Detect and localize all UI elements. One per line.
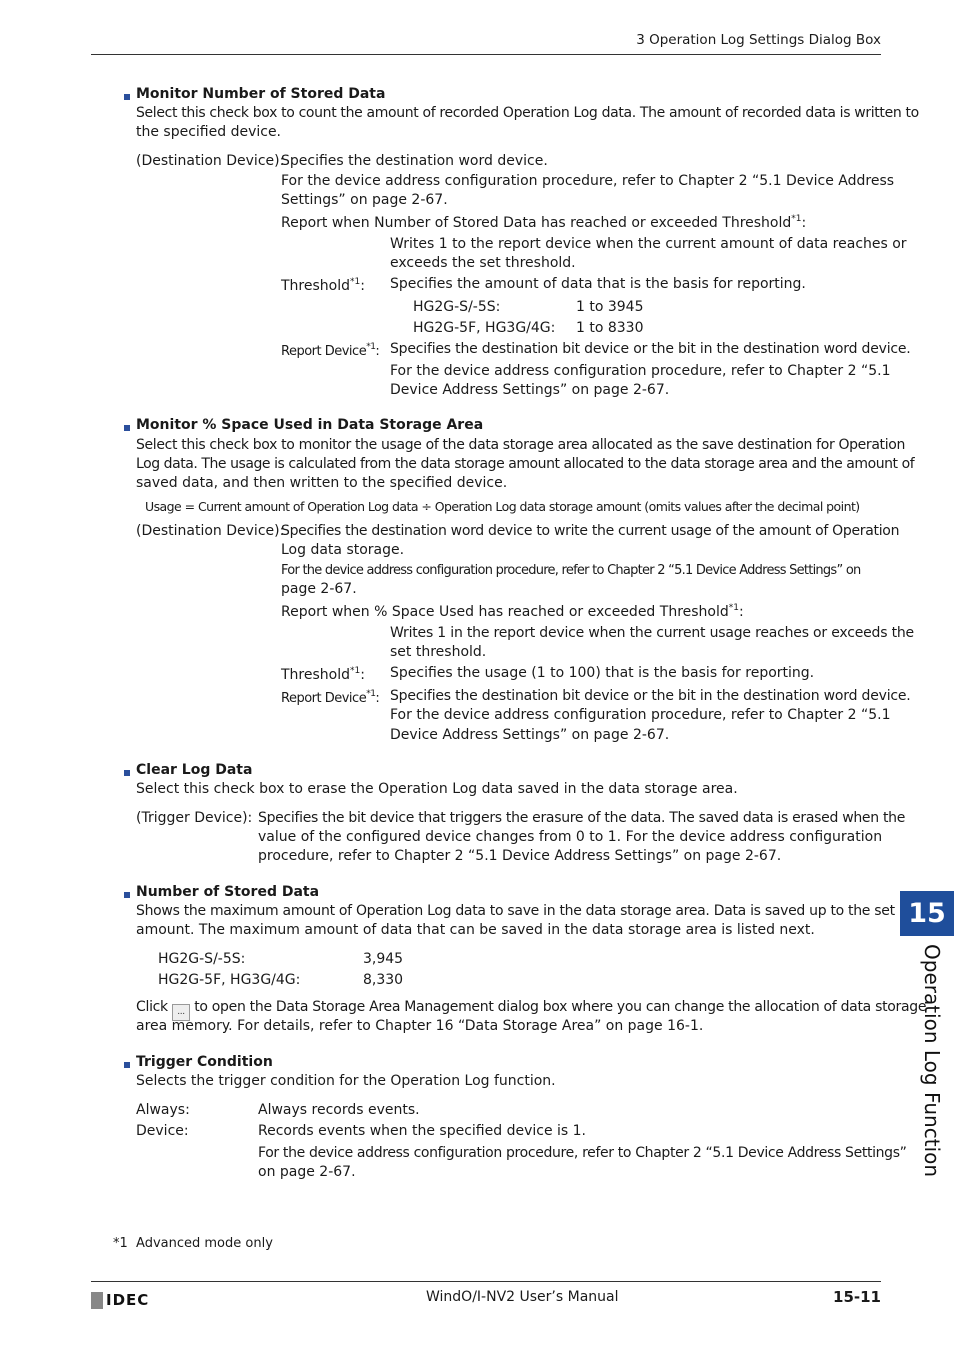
section-bullet [124, 770, 130, 776]
paragraph: Select this check box to erase the Operation Log data saved in the data storage area. [136, 781, 738, 797]
section-title-trigger: Trigger Condition [136, 1054, 273, 1070]
footer-rule [91, 1281, 881, 1282]
param-desc: Specifies the destination bit device or the bit in the destination word device. [390, 341, 911, 357]
param-desc: Specifies the amount of data that is the basis for reporting. [390, 276, 806, 292]
param-desc: set threshold. [390, 644, 487, 660]
param-desc: Specifies the destination word device to write the current usage of the amount of Operation [281, 523, 900, 539]
param-desc: For the device address configuration procedure, refer to Chapter 2 “5.1 [390, 707, 891, 723]
param-desc: For the device address configuration procedure, refer to Chapter 2 “5.1 [390, 363, 891, 379]
sub-label-text: Threshold [281, 667, 350, 683]
model-value: 8,330 [363, 972, 404, 988]
sub-label-text: Report Device [281, 344, 367, 359]
param-desc: Specifies the usage (1 to 100) that is the basis for reporting. [390, 665, 815, 681]
paragraph: Shows the maximum amount of Operation Log data to save in the data storage area. Data is saved up to the set [136, 903, 895, 919]
section-bullet [124, 1062, 130, 1068]
sub-label-report-when: Report when % Space Used has reached or exceeded Threshold$^{*1}$: [281, 603, 744, 620]
param-label: Always: [136, 1102, 190, 1118]
param-desc: value of the configured device changes from 0 to 1. For the device address configuration [258, 829, 883, 845]
param-desc: Device Address Settings” on page 2-67. [390, 382, 670, 398]
param-desc: exceeds the set threshold. [390, 255, 576, 271]
model-range: 1 to 3945 [576, 299, 644, 315]
paragraph: amount. The maximum amount of data that can be saved in the data storage area is listed next. [136, 922, 815, 938]
param-desc: Writes 1 to the report device when the current amount of data reaches or [390, 236, 907, 252]
model-name: HG2G-5F, HG3G/4G: [158, 972, 301, 988]
click-text: Click [136, 999, 168, 1015]
section-title-stored-data: Number of Stored Data [136, 884, 320, 900]
paragraph: area memory. For details, refer to Chapter 16 “Data Storage Area” on page 16-1. [136, 1018, 704, 1034]
param-label: (Destination Device): [136, 153, 285, 169]
sub-label-text: Report when Number of Stored Data has reached or exceeded Threshold [281, 215, 792, 231]
footnote [113, 1234, 273, 1253]
footnote-ref: *1 [366, 342, 376, 352]
param-desc: For the device address configuration procedure, refer to Chapter 2 “5.1 Device Address Settings” on [281, 563, 861, 578]
section-title-monitor-space: Monitor % Space Used in Data Storage Area [136, 417, 484, 433]
section-bullet [124, 892, 130, 898]
param-desc: Device Address Settings” on page 2-67. [390, 727, 670, 743]
model-name: HG2G-S/-5S: [413, 299, 501, 315]
model-range: 1 to 8330 [576, 320, 644, 336]
section-title-clear-log: Clear Log Data [136, 762, 253, 778]
idec-logo [91, 1291, 149, 1309]
sub-label-report-device: Report Device$^{*1}$: [281, 689, 380, 706]
section-bullet [124, 425, 130, 431]
footnote-ref: *1 [791, 214, 802, 224]
paragraph: Log data. The usage is calculated from the data storage amount allocated to the data storage area and the amount of [136, 456, 915, 472]
param-label: (Trigger Device): [136, 810, 253, 826]
usage-formula: Usage = Current amount of Operation Log data ÷ Operation Log data storage amount (omits values after the decimal point) [145, 499, 860, 514]
sub-label-text: Report when % Space Used has reached or exceeded Threshold [281, 604, 729, 620]
model-name: HG2G-S/-5S: [158, 951, 246, 967]
param-desc: Settings” on page 2-67. [281, 192, 448, 208]
click-text: to open the Data Storage Area Management dialog box where you can change the allocation of data storage [194, 999, 927, 1015]
logo-mark-icon [91, 1292, 103, 1309]
param-desc: Records events when the specified device is 1. [258, 1123, 586, 1139]
param-desc: on page 2-67. [258, 1164, 356, 1180]
param-desc: Log data storage. [281, 542, 405, 558]
param-desc: page 2-67. [281, 581, 357, 597]
section-bullet [124, 94, 130, 100]
param-desc: Writes 1 in the report device when the current usage reaches or exceeds the [390, 625, 914, 641]
footnote-ref: *1 [366, 689, 376, 699]
paragraph: saved data, and then written to the specified device. [136, 475, 508, 491]
footnote-text: Advanced mode only [136, 1236, 273, 1251]
param-desc: Specifies the destination word device. [281, 153, 548, 169]
logo-text: IDEC [106, 1291, 150, 1309]
header-rule [91, 54, 881, 55]
sub-label-threshold: Threshold$^{*1}$: [281, 666, 365, 683]
param-desc: For the device address configuration procedure, refer to Chapter 2 “5.1 Device Address Settings” [258, 1145, 907, 1161]
paragraph: Select this check box to count the amount of recorded Operation Log data. The amount of recorded data is written to [136, 105, 919, 121]
section-title-monitor-number: Monitor Number of Stored Data [136, 86, 386, 102]
param-label: (Destination Device): [136, 523, 285, 539]
running-header: 3 Operation Log Settings Dialog Box [636, 32, 881, 48]
ellipsis-button-icon: ... [172, 1004, 190, 1021]
param-desc: Specifies the bit device that triggers the erasure of the data. The saved data is erased when the [258, 810, 906, 826]
param-desc: For the device address configuration procedure, refer to Chapter 2 “5.1 Device Address [281, 173, 895, 189]
footnote-ref: *1 [350, 277, 361, 287]
model-value: 3,945 [363, 951, 404, 967]
manual-title: WindO/I-NV2 User’s Manual [426, 1289, 619, 1305]
sub-label-text: Report Device [281, 691, 367, 706]
param-desc: procedure, refer to Chapter 2 “5.1 Device Address Settings” on page 2-67. [258, 848, 782, 864]
sub-label-report-device: Report Device$^{*1}$: [281, 342, 380, 359]
footnote-mark: *1 [113, 1236, 128, 1251]
paragraph: the specified device. [136, 124, 282, 140]
paragraph: Select this check box to monitor the usage of the data storage area allocated as the save destination for Operation [136, 437, 905, 453]
param-desc: Specifies the destination bit device or the bit in the destination word device. [390, 688, 911, 704]
chapter-number-tab: 15 [900, 891, 954, 936]
sub-label-threshold: Threshold$^{*1}$: [281, 277, 365, 294]
page-number: 15-11 [833, 1288, 881, 1306]
footnote-ref: *1 [350, 666, 361, 676]
footnote-ref: *1 [728, 603, 740, 613]
model-name: HG2G-5F, HG3G/4G: [413, 320, 556, 336]
param-desc: Always records events. [258, 1102, 420, 1118]
paragraph: Selects the trigger condition for the Operation Log function. [136, 1073, 556, 1089]
sub-label-report-when: Report when Number of Stored Data has reached or exceeded Threshold$^{*1}$: [281, 214, 807, 231]
param-label: Device: [136, 1123, 189, 1139]
sub-label-text: Threshold [281, 278, 350, 294]
chapter-title-vertical: Operation Log Function [920, 944, 944, 1178]
